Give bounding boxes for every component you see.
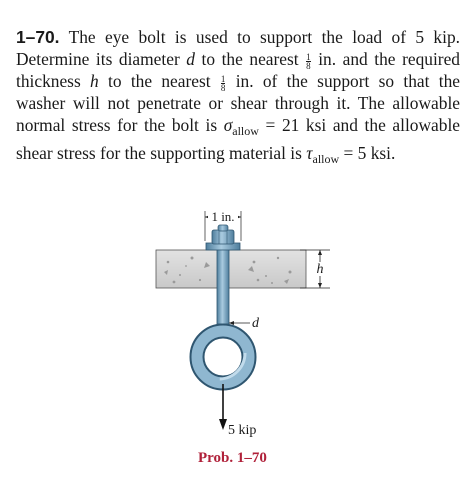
dim-h-label: h [316,262,324,277]
problem-line-3: thickness h to the nearest $\frac{1}{8}$ in. of the support so that the [16,71,461,93]
problem-number: 1–70. [16,27,60,47]
dim-width-label: 1 in. [211,209,235,224]
bolt-shank [217,244,229,324]
load-label: 5 kip [228,423,257,438]
problem-line-6: shear stress for the supporting material is $\tau_{allow} = 5$ ksi. [16,143,396,166]
figure-caption: Prob. 1–70 [198,450,267,466]
problem-line-1: 1–70. The eye bolt is used to support the load of 5 kip. [16,27,460,47]
nut [212,230,234,244]
dim-d-label: d [252,316,259,331]
fraction-one-eighth-2: $\frac{1}{8}$ [220,73,226,93]
support-slab [156,250,306,288]
load-arrowhead [219,419,227,430]
problem-line-4: washer will not penetrate or shear through it. The allowable [16,93,460,113]
problem-line-2: Determine its diameter d to the nearest $\frac{1}{8}$ in. and the required [16,49,461,71]
fraction-one-eighth: $\frac{1}{8}$ [306,51,311,71]
problem-line-5: normal stress for the bolt is $\sigma_{allow} = 21$ ksi and the allowable [16,115,460,138]
bolt-tip [218,225,228,231]
